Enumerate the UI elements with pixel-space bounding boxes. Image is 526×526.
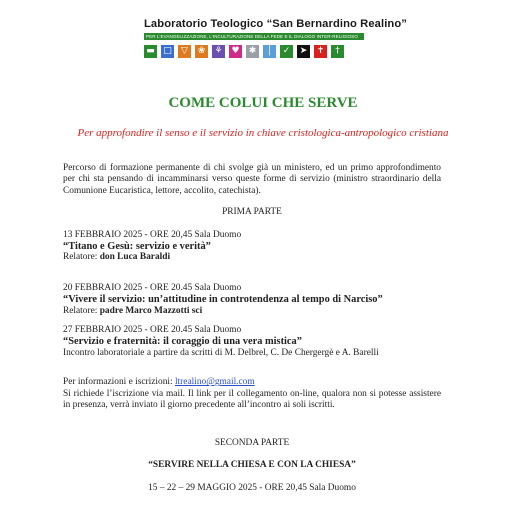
arrow-icon: ➤	[297, 45, 310, 58]
icon-row	[144, 45, 364, 58]
event-1	[63, 230, 441, 264]
intro-paragraph: Percorso di formazione permanente di chi svolge già un ministero, ed un primo approfondimento per chi sta pensando di incamminarsi verso queste forme di servizio (ministro straordinario della Comunione Eucaristica, lettore, accolito, catechista).	[63, 163, 441, 196]
candle-icon: │	[263, 45, 276, 58]
lotus-icon: ⚘	[212, 45, 225, 58]
cross-icon: ✝	[314, 45, 327, 58]
org-title: Laboratorio Teologico “San Bernardino Realino”	[144, 18, 407, 30]
star-icon: ✱	[246, 45, 259, 58]
part-two-date: 15 – 22 – 29 MAGGIO 2025 - ORE 20,45 Sala Duomo	[148, 483, 356, 494]
part-two-title: “SERVIRE NELLA CHIESA E CON LA CHIESA”	[148, 459, 356, 470]
info-label: Per informazioni e iscrizioni:	[63, 377, 175, 388]
event-2	[63, 283, 441, 317]
part-one-heading: PRIMA PARTE	[222, 207, 282, 218]
event-date: 20 FEBBRAIO 2025 - ORE 20.45 Sala Duomo	[63, 282, 242, 293]
heart-icon: ♥	[229, 45, 242, 58]
document-body	[63, 163, 441, 495]
check-icon: ✓	[280, 45, 293, 58]
part-two-heading: SECONDA PARTE	[214, 437, 290, 448]
event-date: 27 FEBBRAIO 2025 - ORE 20.45 Sala Duomo	[63, 325, 242, 336]
fish-icon: ▬	[144, 45, 157, 58]
event-title: “Titano e Gesù: servizio e verità”	[63, 241, 211, 253]
event-3	[63, 325, 441, 359]
speaker-name: don Luca Baraldi	[99, 252, 171, 263]
event-title: “Vivere il servizio: un’attitudine in controtendenza al tempo di Narciso”	[63, 294, 383, 306]
event-speaker	[63, 306, 441, 317]
book-icon: □	[161, 45, 174, 58]
speaker-prefix: Relatore:	[63, 252, 100, 263]
header-logo	[144, 18, 407, 58]
info-block	[63, 377, 441, 411]
speaker-name: padre Marco Mazzotti sci	[99, 305, 203, 316]
event-title: “Servizio e fraternità: il coraggio di una vera mistica”	[63, 336, 302, 348]
figure-icon: †	[331, 45, 344, 58]
info-line	[63, 377, 441, 388]
event-date: 13 FEBBRAIO 2025 - ORE 20,45 Sala Duomo	[63, 229, 242, 240]
page-subtitle: Per approfondire il senso e il servizio in chiave cristologica-antropologico cristiana	[77, 127, 449, 139]
info-text: Si richiede l’iscrizione via mail. Il link per il collegamento on-line, qualora non si potesse assistere in presenza, verrà inviato il giorno precedente all’incontro ai soli iscritti.	[63, 388, 441, 411]
chalice-icon: ▽	[178, 45, 191, 58]
page-title: COME COLUI CHE SERVE	[168, 95, 358, 111]
event-note: Incontro laboratoriale a partire da scritti di M. Delbrel, C. De Chergergè e A. Barelli	[63, 347, 379, 358]
flower-icon: ❀	[195, 45, 208, 58]
email-link[interactable]: ltrealino@gmail.com	[174, 377, 255, 388]
event-speaker	[63, 252, 441, 263]
org-subtitle: PER L'EVANGELIZZAZIONE, L'INCULTURAZIONE DELLA FEDE E IL DIALOGO INTER-RELIGIOSO	[144, 33, 364, 40]
speaker-prefix: Relatore:	[63, 305, 100, 316]
